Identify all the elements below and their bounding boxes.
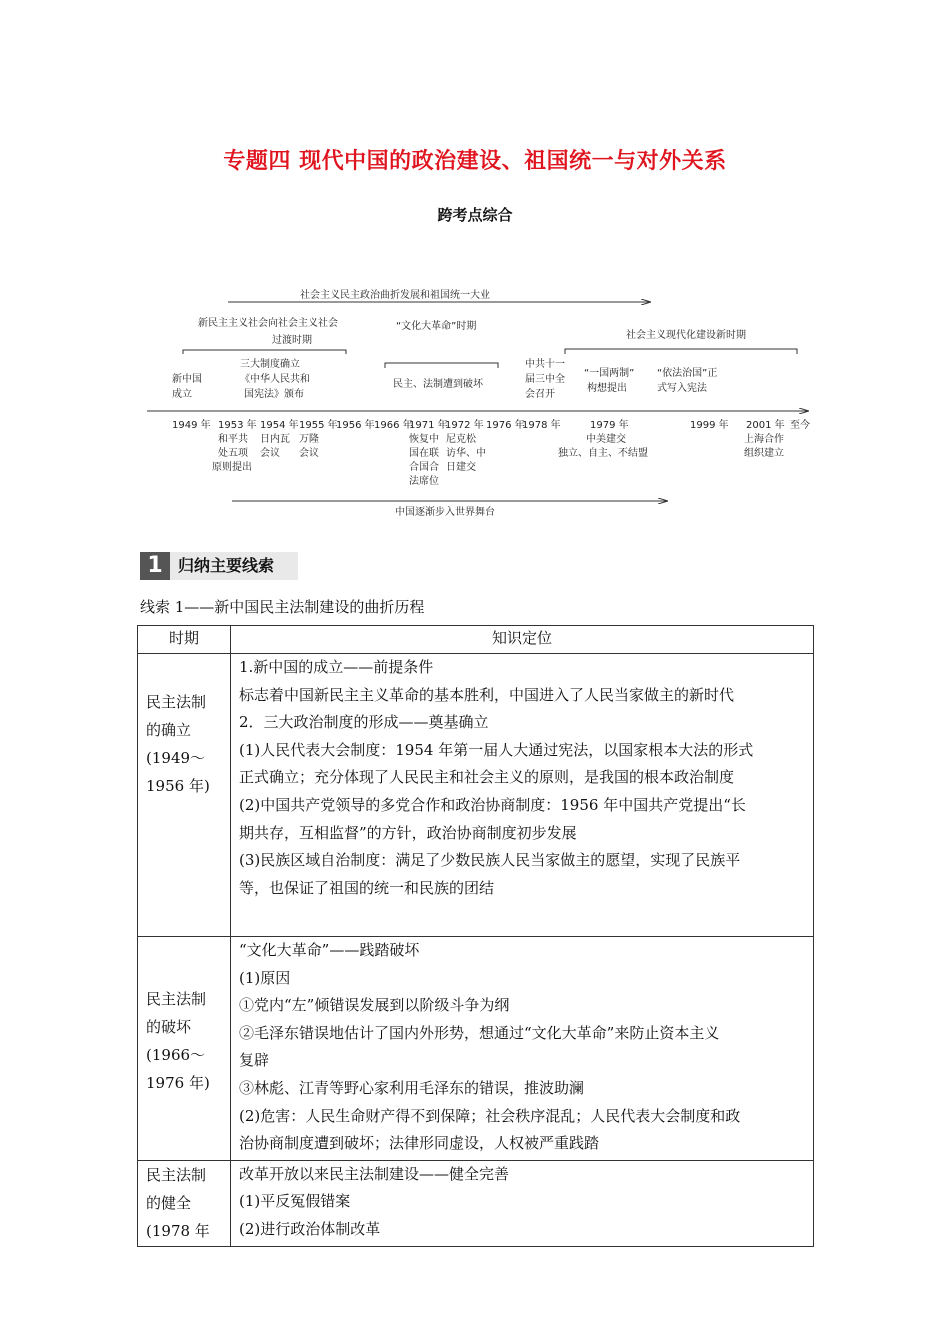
year-label: 1972 年 xyxy=(445,420,484,431)
event-sino-us-relations: 中美建交 xyxy=(586,434,626,445)
content-line: 1.新中国的成立——前提条件 xyxy=(239,658,434,676)
period-cell xyxy=(138,1160,231,1246)
period-cell xyxy=(138,654,231,937)
year-label: 1978 年 xyxy=(522,420,561,431)
page-title: 专题四 现代中国的政治建设、祖国统一与对外关系 xyxy=(223,149,727,174)
year-label: 1999 年 xyxy=(690,420,729,431)
period-line: 民主法制 xyxy=(146,990,207,1008)
event-three-systems-1: 三大制度确立 xyxy=(240,359,300,370)
content-line: 标志着中国新民主主义革命的基本胜利，中国进入了人民当家做主的新时代 xyxy=(239,685,735,704)
event-sco-2: 组织建立 xyxy=(744,448,784,459)
event-rule-of-law-2: 式写入宪法 xyxy=(657,383,707,394)
transition-bracket-label-2: 过渡时期 xyxy=(272,335,312,346)
event-nixon-visit-1: 尼克松 xyxy=(446,434,476,445)
period-line: 1956 年) xyxy=(146,777,210,795)
event-geneva-1: 日内瓦 xyxy=(260,434,290,445)
event-new-china-2: 成立 xyxy=(172,389,192,400)
content-line: (2)中国共产党领导的多党合作和政治协商制度：1956 年中国共产党提出“长 xyxy=(239,795,746,814)
table-header-row xyxy=(138,626,814,654)
page-subtitle: 跨考点综合 xyxy=(437,206,513,224)
content-cell xyxy=(231,654,814,937)
event-nixon-visit-2: 访华、中 xyxy=(446,448,486,459)
content-line: 期共存，互相监督”的方针，政治协商制度初步发展 xyxy=(239,823,577,842)
year-label: 至今 xyxy=(790,420,810,431)
clue-title: 线索 1——新中国民主法制建设的曲折历程 xyxy=(140,598,425,616)
year-label: 1956 年 xyxy=(336,420,375,431)
modernization-bracket xyxy=(565,349,797,354)
event-nixon-visit-3: 日建交 xyxy=(446,462,476,473)
event-bandung-1: 万隆 xyxy=(299,434,319,445)
content-line: (2)进行政治体制改革 xyxy=(239,1219,381,1238)
content-line: 等，也保证了祖国的统一和民族的团结 xyxy=(239,878,495,897)
year-label: 1949 年 xyxy=(172,420,211,431)
event-three-systems-2: 《中华人民共和 xyxy=(240,374,310,385)
event-un-seat-2: 国在联 xyxy=(409,448,439,459)
period-line: 民主法制 xyxy=(146,1165,207,1184)
event-five-principles-3: 原则提出 xyxy=(212,462,252,473)
content-cell xyxy=(231,937,814,1161)
content-line: (1)原因 xyxy=(239,968,291,987)
content-line: 改革开放以来民主法制建设——健全完善 xyxy=(239,1164,510,1183)
year-label: 1976 年 xyxy=(486,420,525,431)
table-row xyxy=(138,654,814,937)
transition-bracket xyxy=(183,350,346,354)
modernization-bracket-label: 社会主义现代化建设新时期 xyxy=(626,330,746,341)
section-heading xyxy=(140,552,298,580)
event-third-plenum-2: 届三中全 xyxy=(525,374,565,385)
event-bandung-2: 会议 xyxy=(299,448,319,459)
event-new-china-1: 新中国 xyxy=(172,374,202,385)
event-one-country-two-systems-1: “一国两制” xyxy=(584,368,635,379)
knowledge-table xyxy=(137,625,814,1247)
content-line: 正式确立；充分体现了人民民主和社会主义的原则，是我国的根本政治制度 xyxy=(239,768,735,787)
year-label: 1954 年 xyxy=(260,420,299,431)
column-header-knowledge: 知识定位 xyxy=(231,626,814,654)
period-line: 民主法制 xyxy=(146,693,207,711)
event-five-principles-2: 处五项 xyxy=(218,448,248,459)
content-line: (1)人民代表大会制度：1954 年第一届人大通过宪法，以国家根本大法的形式 xyxy=(239,740,754,759)
bottom-bracket-label: 中国逐渐步入世界舞台 xyxy=(395,507,495,518)
content-cell xyxy=(231,1160,814,1246)
event-un-seat-3: 合国合 xyxy=(409,462,439,473)
table-row xyxy=(138,937,814,1161)
year-label: 1953 年 xyxy=(218,420,257,431)
period-line: (1966～ xyxy=(146,1046,206,1064)
event-one-country-two-systems-2: 构想提出 xyxy=(587,383,627,394)
period-line: 的健全 xyxy=(146,1193,192,1212)
event-three-systems-3: 国宪法》颁布 xyxy=(244,389,304,400)
event-sco-1: 上海合作 xyxy=(744,434,784,445)
event-un-seat-1: 恢复中 xyxy=(409,434,439,445)
transition-bracket-label-1: 新民主主义社会向社会主义社会 xyxy=(198,318,338,329)
cultural-revolution-bracket-label: “文化大革命”时期 xyxy=(396,321,477,332)
section-number: 1 xyxy=(140,552,170,580)
event-independence-policy: 独立、自主、不结盟 xyxy=(558,448,648,459)
period-line: (1978 年 xyxy=(146,1221,210,1240)
content-line: ②毛泽东错误地估计了国内外形势，想通过“文化大革命”来防止资本主义 xyxy=(239,1023,720,1042)
period-line: 1976 年) xyxy=(146,1074,210,1092)
section-label: 归纳主要线索 xyxy=(178,556,275,575)
year-label: 1966 年 xyxy=(374,420,413,431)
column-header-period: 时期 xyxy=(138,626,231,654)
event-third-plenum-1: 中共十一 xyxy=(525,359,565,370)
period-line: 的确立 xyxy=(146,721,192,739)
event-five-principles-1: 和平共 xyxy=(218,434,248,445)
content-line: ③林彪、江青等野心家利用毛泽东的错误，推波助澜 xyxy=(239,1078,585,1097)
content-line: 复辟 xyxy=(239,1051,270,1070)
year-label: 1979 年 xyxy=(590,420,629,431)
event-un-seat-4: 法席位 xyxy=(409,476,439,487)
content-line: (1)平反冤假错案 xyxy=(239,1192,351,1211)
content-line: “文化大革命”——践踏破坏 xyxy=(239,941,420,959)
year-label: 1955 年 xyxy=(299,420,338,431)
content-line: 治协商制度遭到破坏；法律形同虚设，人权被严重践踏 xyxy=(239,1134,600,1153)
table-row xyxy=(138,1160,814,1246)
content-line: (2)危害：人民生命财产得不到保障；社会秩序混乱；人民代表大会制度和政 xyxy=(239,1106,741,1125)
top-bracket-label: 社会主义民主政治曲折发展和祖国统一大业 xyxy=(300,290,490,301)
content-line: ①党内“左”倾错误发展到以阶级斗争为纲 xyxy=(239,996,510,1015)
timeline-diagram xyxy=(140,270,820,530)
content-line: (3)民族区域自治制度：满足了少数民族人民当家做主的愿望，实现了民族平 xyxy=(239,851,741,870)
period-line: 的破坏 xyxy=(146,1018,192,1036)
event-rule-of-law-1: “依法治国”正 xyxy=(657,368,718,379)
cultural-revolution-bracket xyxy=(385,363,498,368)
period-line: (1949～ xyxy=(146,749,206,767)
year-label: 2001 年 xyxy=(746,420,785,431)
year-label: 1971 年 xyxy=(409,420,448,431)
event-democracy-damaged: 民主、法制遭到破坏 xyxy=(393,379,483,390)
period-cell xyxy=(138,937,231,1161)
event-geneva-2: 会议 xyxy=(260,448,280,459)
content-line: 2．三大政治制度的形成——奠基确立 xyxy=(239,713,489,732)
event-third-plenum-3: 会召开 xyxy=(525,389,555,400)
